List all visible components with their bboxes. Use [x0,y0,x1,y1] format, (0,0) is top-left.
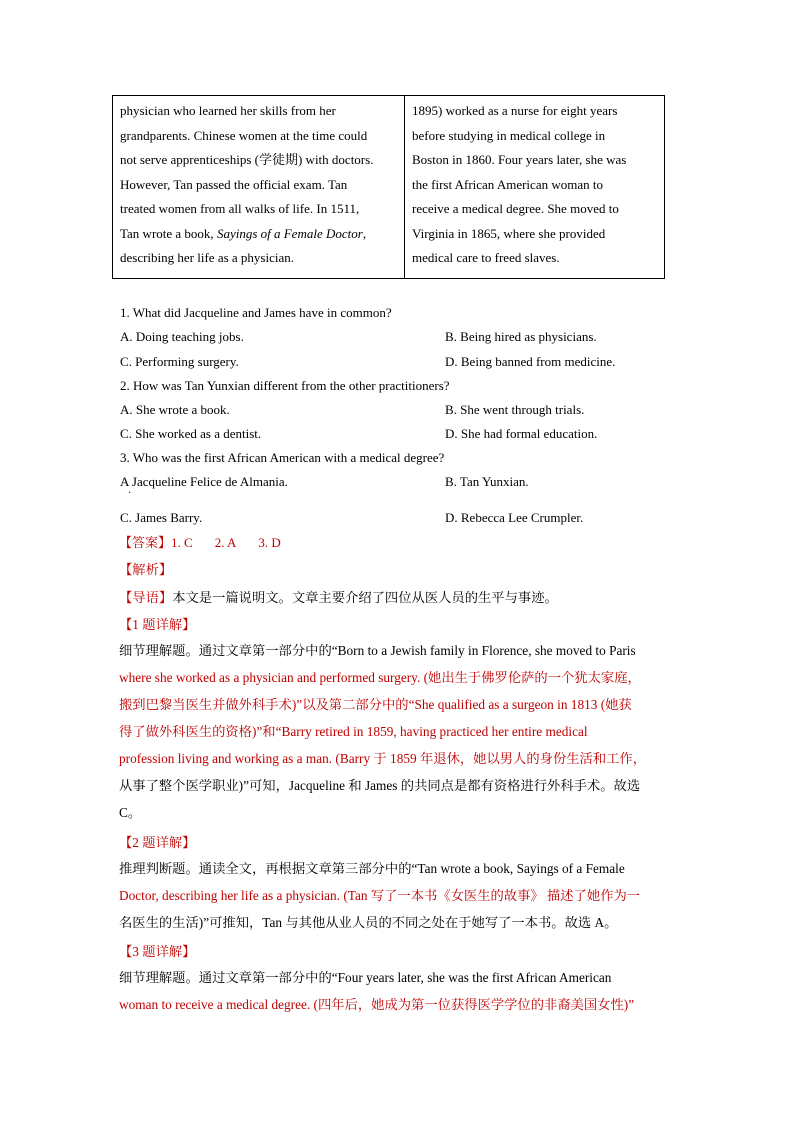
detail-line: 名医生的生活)”可推知，Tan 与其他从业人员的不同之处在于她写了一本书。故选 A。 [119,915,618,930]
stray-dot: · [128,488,132,499]
table-line: the first African American woman to [412,176,603,192]
detail-text: 搬到巴黎当医生并做外科手术)”以及第二部分中的“She qualified as a surgeon in 1813 (她获 [119,697,632,712]
table-line: Virginia in 1865, where she provided [412,225,606,241]
table-text: , [362,225,367,241]
detail-line: 细节理解题。通过文章第一部分中的“Four years later, she was the first African American [119,970,612,985]
question-2-option-a: A. She wrote a book. [120,402,230,417]
table-line [120,222,397,247]
table-line: before studying in medical college in [412,127,606,143]
detail-3-body [119,964,679,1018]
question-1-option-a: A. Doing teaching jobs. [120,329,244,344]
question-3-option-a: A Jacqueline Felice de Almania. [120,474,288,489]
detail-3-label: 【3 题详解】 [119,944,196,959]
book-title: Sayings of a Female Doctor [216,225,363,241]
question-3-option-b: B. Tan Yunxian. [445,474,529,489]
detail-line [119,637,679,664]
question-1-option-d: D. Being banned from medicine. [445,354,616,369]
detail-line: profession living and working as a man. (Barry 于 1859 年退休，她以男人的身份生活和工作， [119,751,647,766]
detail-line: C。 [119,805,142,820]
table-line: medical care to freed slaves. [412,250,560,265]
detail-2-body [119,855,679,936]
detail-line: Doctor, describing her life as a physician. (Tan 写了一本书《女医生的故事》 描述了她作为一 [119,888,641,903]
detail-1-body [119,637,679,826]
answer-2: 2. A [214,535,237,550]
detail-line: 推理判断题。通读全文，再根据文章第三部分中的“Tan wrote a book, Sayings of a Female [119,861,625,876]
detail-line [119,691,679,718]
table-line: grandparents. Chinese women at the time could [120,127,368,143]
detail-line: 从事了整个医学职业)”可知，Jacqueline 和 James 的共同点是都有资格进行外科手术。故选 [119,778,641,793]
detail-text: 细节理解题。通过文章第一部分中的“Born to a Jewish family in Florence, she moved to Paris [119,643,636,658]
question-3-option-d: D. Rebecca Lee Crumpler. [445,510,584,525]
intro-line [119,589,558,607]
question-1-option-c: C. Performing surgery. [120,354,239,369]
question-2-option-c: C. She worked as a dentist. [120,426,262,441]
question-3-option-c: C. James Barry. [120,510,203,525]
table-text: Tan wrote a book, [120,225,217,241]
intro-text: 本文是一篇说明文。文章主要介绍了四位从医人员的生平与事迹。 [172,590,558,605]
intro-label: 【导语】 [119,590,173,605]
table-line: treated women from all walks of life. In 1511, [120,201,360,216]
table-line: describing her life as a physician. [120,250,294,265]
table-cell-rebecca-crumpler [405,96,664,278]
question-2-option-b: B. She went through trials. [445,402,585,417]
detail-line: where she worked as a physician and performed surgery. (她出生于佛罗伦萨的一个犹太家庭， [119,670,641,685]
answer-3: 3. D [258,535,281,550]
answer-label: 【答案】 [119,535,172,550]
table-line: not serve apprenticeships (学徒期) with doctors. [120,152,374,167]
table-line: Boston in 1860. Four years later, she was [412,152,627,167]
question-1-option-b: B. Being hired as physicians. [445,329,597,344]
question-2-stem: 2. How was Tan Yunxian different from the other practitioners? [120,378,450,393]
table-line: However, Tan passed the official exam. Tan [120,176,348,192]
table-line: 1895) worked as a nurse for eight years [412,103,618,118]
question-2-option-d: D. She had formal education. [445,426,598,441]
passage-table [112,95,665,279]
analysis-label: 【解析】 [119,562,173,577]
question-3-stem: 3. Who was the first African American with a medical degree? [120,450,445,465]
question-1-stem: 1. What did Jacqueline and James have in common? [120,305,392,320]
detail-line: woman to receive a medical degree. (四年后，她成为第一位获得医学学位的非裔美国女性)” [119,997,635,1012]
answer-line [119,534,281,552]
detail-line: 得了做外科医生的资格)”和“Barry retired in 1859, having practiced her entire medical [119,724,588,739]
table-line: receive a medical degree. She moved to [412,201,619,216]
table-cell-tan-yunxian [113,96,405,278]
detail-1-label: 【1 题详解】 [119,617,196,632]
table-line: physician who learned her skills from her [120,103,336,118]
detail-2-label: 【2 题详解】 [119,835,196,850]
answer-1: 1. C [171,535,193,550]
